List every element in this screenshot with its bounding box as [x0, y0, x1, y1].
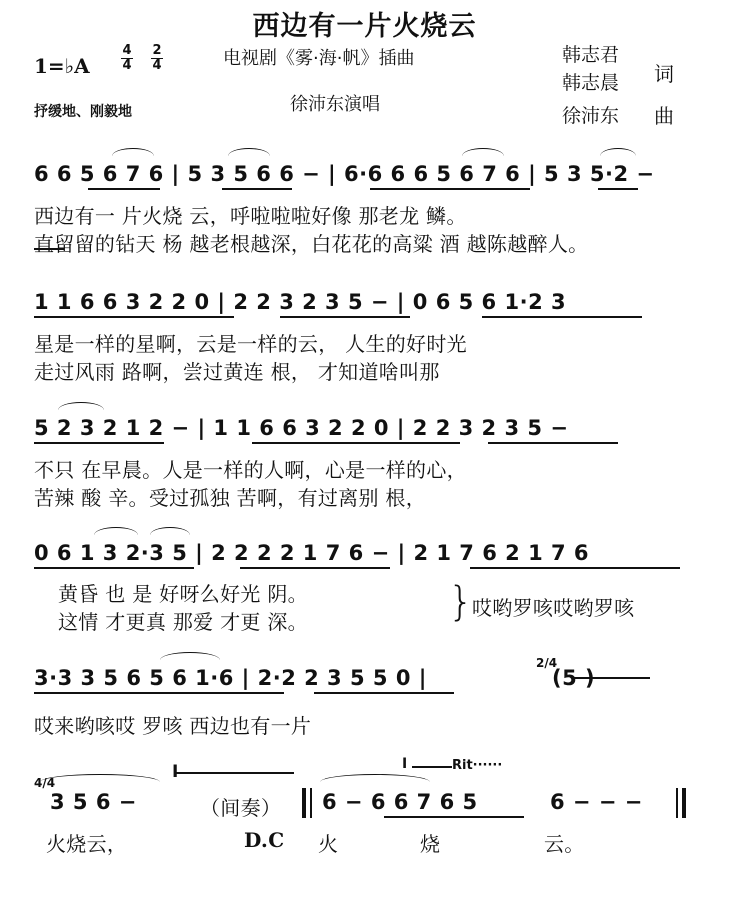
slur: [112, 148, 154, 156]
lyric-line-3b: 苦辣 酸 辛。受过孤独 苦啊，有过离别 根，: [34, 486, 427, 510]
beam-underline: [34, 316, 234, 318]
beam-underline: [598, 188, 638, 190]
meter-bottom: 4: [152, 58, 162, 73]
tempo-mark: Rit······: [452, 758, 503, 773]
slur: [320, 774, 430, 782]
meter-change-4-4: 4/4: [34, 776, 56, 790]
slur: [160, 652, 220, 660]
beam-underline: [384, 816, 524, 818]
notation-line-1: 6 6 5 6 7 6 | 5 3 5 6 6 − | 6·6 6 6 5 6 7 6 | 5 3 5·2 −: [34, 162, 655, 186]
lyricist-role: 词: [654, 62, 674, 86]
lyric-line-3a: 不只 在早晨。人是一样的人啊，心是一样的心，: [34, 458, 467, 482]
notation-line-5: 3·3 3 5 6 5 6 1·6 | 2·2 2 3 5 5 0 |: [34, 666, 427, 690]
tempo-line: [412, 766, 452, 768]
beam-underline: [222, 188, 292, 190]
beam-underline: [488, 442, 618, 444]
volta-mark: I: [172, 762, 179, 782]
brace: }: [448, 579, 474, 625]
meter-top: 4: [122, 43, 132, 58]
final-barline: [682, 788, 686, 818]
slur: [40, 774, 160, 782]
volta-mark-2: I: [402, 756, 408, 772]
beam-underline: [34, 692, 284, 694]
lyricist-1: 韩志君: [562, 44, 620, 66]
lyricist-2: 韩志晨: [562, 72, 620, 94]
lyric-underline: [34, 248, 64, 250]
beam-underline: [370, 188, 530, 190]
held-note-line: [572, 677, 650, 679]
beam-underline: [314, 692, 454, 694]
slur: [94, 527, 138, 535]
singer-credit: 徐沛东演唱: [290, 94, 380, 115]
meter-bottom: 4: [122, 58, 132, 73]
double-barline: [302, 788, 306, 818]
lyric-line-4a: 黄昏 也 是 好呀么好光 阴。: [58, 582, 308, 606]
lyric-line-2b: 走过风雨 路啊，尝过黄连 根， 才知道啥叫那: [34, 360, 440, 384]
lyric-line-6b-2: 烧: [420, 832, 441, 856]
interlude-notes: (5 ): [552, 666, 596, 690]
time-signature-2-4: [150, 44, 164, 73]
final-barline: [676, 788, 678, 818]
lyric-line-6b-3: 云。: [544, 832, 585, 856]
meter-change-2-4: 2/4: [536, 656, 558, 670]
beam-underline: [34, 442, 164, 444]
notation-line-2: 1 1 6 6 3 2 2 0 | 2 2 3 2 3 5 − | 0 6 5 6 1·2 3: [34, 290, 567, 314]
composer-role: 曲: [654, 104, 674, 128]
beam-underline: [482, 316, 642, 318]
lyric-line-1a: 西边有一 片火烧 云，呼啦啦啦好像 那老龙 鳞。: [34, 204, 467, 228]
lyric-line-2a: 星是一样的星啊，云是一样的云， 人生的好时光: [34, 332, 467, 356]
lyric-line-1b: 直留留的钻天 杨 越老根越深，白花花的高粱 酒 越陈越醉人。: [34, 232, 589, 256]
slur: [150, 527, 190, 535]
slur: [228, 148, 270, 156]
meter-top: 2: [152, 43, 162, 58]
tempo-mood: 抒缓地、刚毅地: [34, 104, 132, 120]
refrain-lyric: 哎哟罗咳哎哟罗咳: [472, 596, 635, 620]
slur: [58, 402, 104, 410]
song-title: 西边有一片火烧云: [252, 11, 477, 42]
beam-underline: [34, 567, 194, 569]
notation-line-3: 5 2 3 2 1 2 − | 1 1 6 6 3 2 2 0 | 2 2 3 2 3 5 −: [34, 416, 569, 440]
beam-underline: [280, 316, 410, 318]
composer: 徐沛东: [562, 105, 620, 127]
time-signature-4-4: [120, 44, 134, 73]
interlude-label: （间奏）: [200, 796, 282, 820]
volta-bracket: [176, 772, 294, 774]
beam-underline: [240, 567, 390, 569]
subtitle: 电视剧《雾·海·帆》插曲: [223, 48, 415, 69]
slur: [462, 148, 504, 156]
notation-line-6c: 6 − − −: [550, 790, 643, 814]
notation-line-6a: 3 5 6 −: [50, 790, 137, 814]
dc-mark: D.C: [244, 828, 285, 852]
lyric-line-6a: 火烧云，: [46, 832, 128, 856]
notation-line-4: 0 6 1 3 2·3 5 | 2 2 2 2 1 7 6 − | 2 1 7 6 2 1 7 6: [34, 541, 590, 565]
key-signature: 1=♭A: [34, 54, 90, 78]
beam-underline: [252, 442, 460, 444]
beam-underline: [88, 188, 160, 190]
double-barline: [310, 788, 312, 818]
notation-line-6b: 6 − 6 6 7 6 5: [322, 790, 478, 814]
slur: [600, 148, 636, 156]
lyric-line-5: 哎来哟咳哎 罗咳 西边也有一片: [34, 714, 312, 738]
lyric-line-4b: 这情 才更真 那爱 才更 深。: [58, 610, 308, 634]
lyric-line-6b-1: 火: [318, 832, 339, 856]
beam-underline: [470, 567, 680, 569]
